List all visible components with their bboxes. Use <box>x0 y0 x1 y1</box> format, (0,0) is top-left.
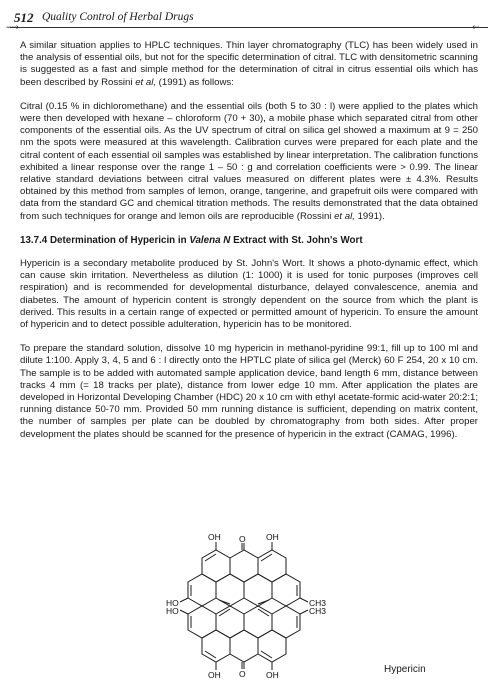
paragraph-citral-method <box>20 101 478 223</box>
body-text <box>20 40 478 453</box>
label-oh-bottom-right: OH <box>266 670 279 680</box>
heading-text: Extract with St. John's Wort <box>230 234 363 246</box>
paragraph-hypericin-intro: Hypericin is a secondary metabolite produced by St. John's Wort. It shows a photo-dynamic effect, which can cause skin irritation. Nevertheless as dilution (1: 1000) it is used for tonic purposes (improves cell respiration) and is recommended for developmental disturbance, delayed convalescence, anemia and diabetes. The amount of hypericin content is strongly dependent on the source from which the plant is derived. This results in a certain range of expected or permitted amount of hypericin. To ensure the amount of hypericin and to detect possible adulteration, hypericin has to be monitored. <box>20 258 478 331</box>
heading-text: 13.7.4 Determination of Hypericin in <box>20 234 190 246</box>
paragraph-tlc-intro <box>20 40 478 89</box>
section-heading <box>20 235 478 247</box>
paragraph-text: (1991) as follows: <box>156 76 234 88</box>
running-title: Quality Control of Herbal Drugs <box>42 11 194 23</box>
label-oh-top-right: OH <box>266 532 279 542</box>
label-ch3-upper: CH3 <box>309 598 327 608</box>
header-ornament-left: ⟿ <box>6 22 19 32</box>
hypericin-structure-figure <box>150 532 340 688</box>
label-oh-bottom-left: OH <box>208 670 221 680</box>
header-rule <box>10 27 488 28</box>
italic-text: et al, <box>334 210 355 222</box>
paragraph-hypericin-method: To prepare the standard solution, dissolve 10 mg hypericin in methanol-pyridine 99:1, fill up to 100 ml and dilute 1:100. Apply 3, 4, 5 and 6 : l directly onto the HPTLC plate of silica gel (Merck) 60 F 254, 20 x 10 cm. The sample is to be added with automated sample application device, band length 6 mm, distance between tracks 4 mm (= 18 tracks per plate), distance from lower edge 10 mm. After application the plates are developed in Horizontal Developing Chamber (HDC) 20 x 10 cm with ethyl acetate-formic acid-water 20:2:1; running distance 50-70 mm. Provided 50 mm running distance is sufficient, depending on matrix content, the number of samples per plate can be doubled by chromatography from both sides. After proper development the plates should be scanned for the presence of hypericin in the extract (CAMAG, 1996). <box>20 343 478 440</box>
label-o-top: O <box>239 534 246 544</box>
label-ch3-lower: CH3 <box>309 606 327 616</box>
label-ho-lower: HO <box>166 606 179 616</box>
label-oh-top-left: OH <box>208 532 221 542</box>
paragraph-text: Citral (0.15 % in dichloromethane) and the essential oils (both 5 to 30 : l) were applied to the plates which were then developed with hexane – chloroform (70 + 30), a mobile phase which separated citral from other components of the essential oils. As the UV spectrum of citral on silica gel showed a maximum at 9 = 250 nm the spots were measured at this wavelength. Calibration curves were prepared for each plate and the citral content of each essential oil samples was established by linear interpretation. The calibration functions exhibited a linear response over the range 1 – 50 : g and correlation coefficients were > 0.99. The linear relative standard deviations between citral values measured on different plates were ± 4.3%. Results obtained by this method from samples of lemon, orange, tangerine, and grapefruit oils were compared with data from the standard GC and chemical titration methods. The results demonstrated that the data obtained from such techniques for orange and lemon oils are reproducible (Rossini <box>20 100 478 222</box>
label-ho-upper: HO <box>166 598 179 608</box>
page-number: 512 <box>14 10 34 25</box>
page-header <box>10 6 488 26</box>
header-ornament-right: ⇜ <box>472 22 480 32</box>
label-o-bottom: O <box>239 669 246 679</box>
heading-italic-text: Valena N <box>189 234 231 246</box>
paragraph-text: A similar situation applies to HPLC techniques. Thin layer chromatography (TLC) has been widely used in the analysis of essential oils, but not for the specific determination of citral. TLC with densitometric scanning is suggested as a fast and simple method for the determination of citral in citrus essential oils which has been described by Rossini <box>20 40 478 88</box>
paragraph-text: 1991). <box>354 210 385 222</box>
figure-caption: Hypericin <box>384 664 426 675</box>
italic-text: et al, <box>135 76 157 88</box>
